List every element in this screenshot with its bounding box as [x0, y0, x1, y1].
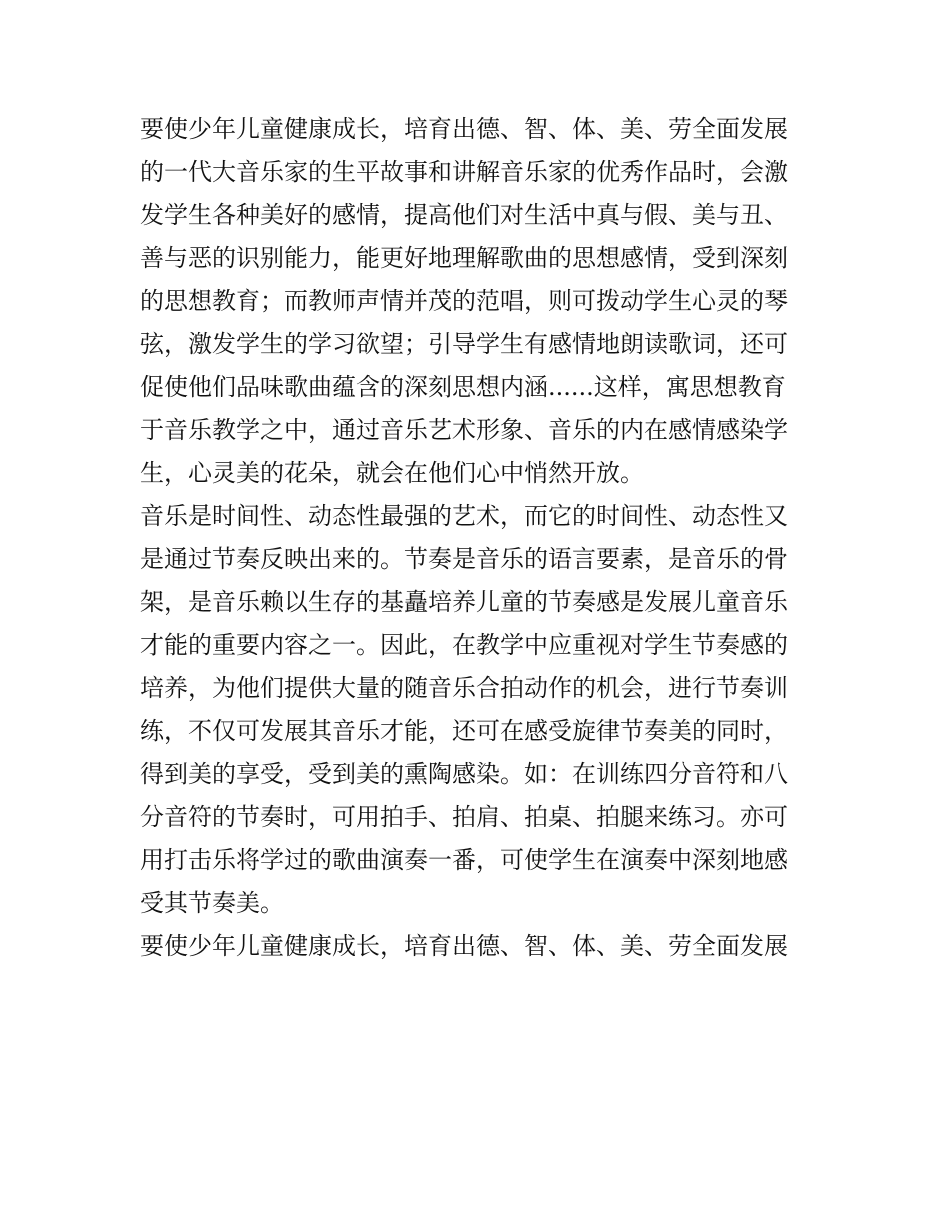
text-line: 用打击乐将学过的歌曲演奏一番，可使学生在演奏中深刻地感 — [140, 846, 788, 874]
text-line: 弦，激发学生的学习欲望；引导学生有感情地朗读歌词，还可 — [140, 330, 788, 358]
text-line: 受其节奏美。 — [140, 889, 284, 917]
paragraph-3 — [140, 925, 812, 968]
text-line: 生，心灵美的花朵，就会在他们心中悄然开放。 — [140, 459, 644, 487]
text-line: 促使他们品味歌曲蕴含的深刻思想内涵......这样，寓思想教育 — [140, 373, 786, 401]
text-line: 于音乐教学之中，通过音乐艺术形象、音乐的内在感情感染学 — [140, 416, 788, 444]
text-line: 的一代大音乐家的生平故事和讲解音乐家的优秀作品时，会激 — [140, 158, 788, 186]
text-line: 培养，为他们提供大量的随音乐合拍动作的机会，进行节奏训 — [140, 674, 788, 702]
text-line: 的思想教育；而教师声情并茂的范唱，则可拨动学生心灵的琴 — [140, 287, 788, 315]
text-line: 善与恶的识别能力，能更好地理解歌曲的思想感情，受到深刻 — [140, 244, 788, 272]
text-line: 分音符的节奏时，可用拍手、拍肩、拍桌、拍腿来练习。亦可 — [140, 803, 788, 831]
paragraph-2 — [140, 495, 812, 925]
text-line: 发学生各种美好的感情，提高他们对生活中真与假、美与丑、 — [140, 201, 788, 229]
text-line: 音乐是时间性、动态性最强的艺术，而它的时间性、动态性又 — [140, 502, 788, 530]
text-line: 要使少年儿童健康成长，培育出德、智、体、美、劳全面发展 — [140, 115, 788, 143]
text-line: 练，不仅可发展其音乐才能，还可在感受旋律节奏美的同时， — [140, 717, 788, 745]
paragraph-1 — [140, 108, 812, 495]
text-line: 是通过节奏反映出来的。节奏是音乐的语言要素，是音乐的骨 — [140, 545, 788, 573]
text-line: 架，是音乐赖以生存的基矗培养儿童的节奏感是发展儿童音乐 — [140, 588, 788, 616]
text-line: 才能的重要内容之一。因此，在教学中应重视对学生节奏感的 — [140, 631, 788, 659]
text-line: 得到美的享受，受到美的熏陶感染。如：在训练四分音符和八 — [140, 760, 788, 788]
document-body — [140, 108, 812, 968]
text-line: 要使少年儿童健康成长，培育出德、智、体、美、劳全面发展 — [140, 932, 788, 960]
